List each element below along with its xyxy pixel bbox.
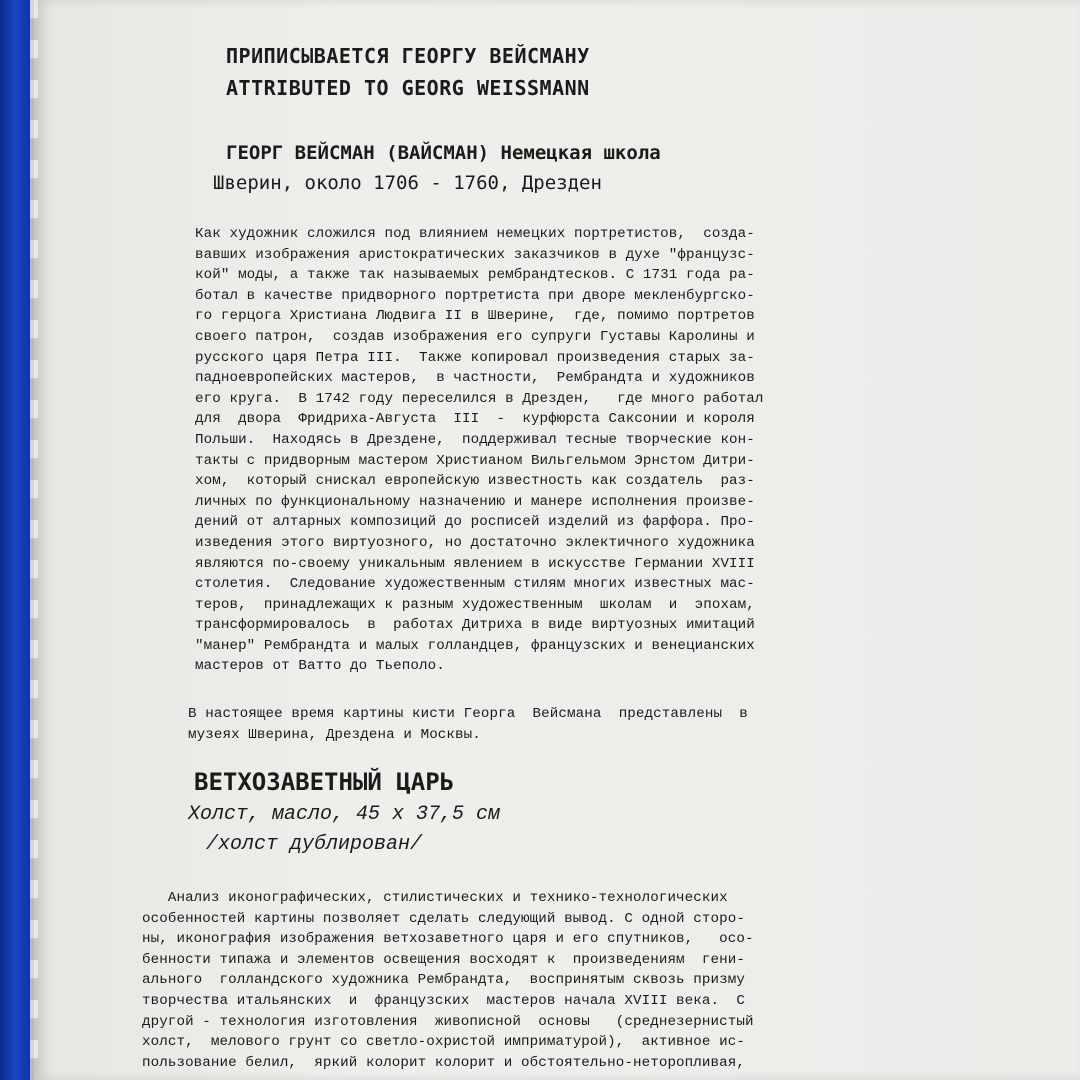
biography-line: своего патрон, создав изображения его супруги Густавы Каролины и (195, 328, 755, 345)
title-russian: ПРИПИСЫВАЕТСЯ ГЕОРГУ ВЕЙСМАНУ (226, 44, 590, 68)
biography-paragraph (195, 224, 764, 677)
analysis-line: Анализ иконографических, стилистических и технико-технологических (142, 890, 728, 906)
biography-line: личных по функциональному назначению и манере исполнения произве- (195, 493, 755, 510)
biography-line: Польши. Находясь в Дрездене, поддерживал тесные творческие кон- (195, 431, 755, 448)
museums-paragraph (188, 704, 748, 745)
artwork-note: /холст дублирован/ (206, 833, 423, 856)
analysis-line: особенностей картины позволяет сделать следующий вывод. С одной сторо- (142, 910, 745, 927)
biography-line: для двора Фридриха-Августа III - курфюрста Саксонии и короля (195, 411, 755, 428)
analysis-line: ны, иконография изображения ветхозаветного царя и его спутников, осо- (142, 931, 754, 948)
biography-line: Как художник сложился под влиянием немецких портретистов, созда- (195, 226, 755, 242)
museums-line: В настоящее время картины кисти Георга Вейсмана представлены в (188, 706, 748, 722)
museums-line: музеях Шверина, Дрездена и Москвы. (188, 726, 481, 743)
biography-line: "манер" Рембрандта и малых голландцев, французских и венецианских (195, 637, 755, 654)
biography-line: ботал в качестве придворного портретиста при дворе мекленбургско- (195, 287, 755, 304)
biography-line: вавших изображения аристократических заказчиков в духе "французс- (195, 246, 755, 263)
biography-line: столетия. Следование художественным стилям многих известных мас- (195, 576, 755, 593)
biography-line: русского царя Петра III. Также копировал произведения старых за- (195, 349, 755, 366)
biography-line: падноевропейских мастеров, в частности, Рембрандта и художников (195, 370, 755, 387)
biography-line: дений от алтарных композиций до росписей изделий из фарфора. Про- (195, 514, 755, 531)
biography-line: го герцога Христиана Людвига II в Шверине, где, помимо портретов (195, 308, 755, 325)
biography-line: изведения этого виртуозного, но достаточно эклектичного художника (195, 534, 755, 551)
biography-line: его круга. В 1742 году переселился в Дрезден, где много работал (195, 390, 764, 407)
biography-line: трансформировалось в работах Дитриха в виде виртуозных имитаций (195, 617, 755, 634)
biography-line: хом, который снискал европейскую известность как создатель раз- (195, 473, 755, 490)
biography-line: кой" моды, а также так называемых рембрандтесков. С 1731 года ра- (195, 267, 755, 284)
artwork-medium: Холст, масло, 45 х 37,5 см (188, 803, 501, 826)
analysis-line: творчества итальянских и французских мастеров начала XVIII века. С (142, 992, 745, 1009)
artist-name: ГЕОРГ ВЕЙСМАН (ВАЙСМАН) Немецкая школа (226, 142, 661, 164)
biography-line: мастеров от Ватто до Тьеполо. (195, 658, 445, 675)
analysis-line: пользование белил, яркий колорит колорит и обстоятельно-неторопливая, (142, 1054, 745, 1071)
biography-line: такты с придворным мастером Христианом Вильгельмом Эрнстом Дитри- (195, 452, 755, 469)
analysis-paragraph (142, 888, 754, 1073)
title-english: ATTRIBUTED TO GEORG WEISSMANN (226, 76, 590, 100)
analysis-line: холст, мелового грунт со светло-охристой имприматурой), активное ис- (142, 1034, 745, 1051)
artist-dates: Шверин, около 1706 - 1760, Дрезден (213, 172, 602, 194)
biography-line: являются по-своему уникальным явлением в искусстве Германии XVIII (195, 555, 755, 572)
analysis-line: ального голландского художника Рембрандта, воспринятым сквозь призму (142, 972, 745, 989)
artwork-title: ВЕТХОЗАВЕТНЫЙ ЦАРЬ (194, 768, 455, 796)
analysis-line: бенности типажа и элементов освещения восходят к произведениям гени- (142, 951, 745, 968)
biography-line: теров, принадлежащих к разным художественным школам и эпохам, (195, 596, 755, 613)
analysis-line: другой - технология изготовления живописной основы (среднезернистый (142, 1013, 754, 1030)
